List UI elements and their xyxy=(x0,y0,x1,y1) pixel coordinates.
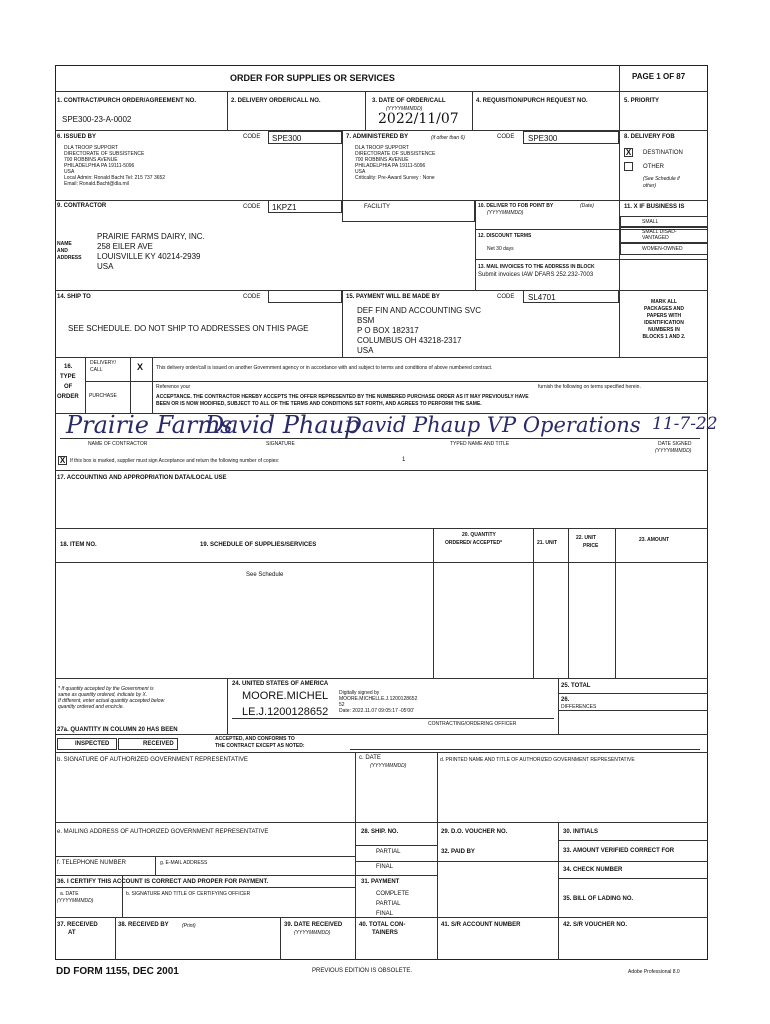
block27c-label: c. DATE xyxy=(359,755,381,761)
handwritten-date: 11-7-22 xyxy=(652,414,718,434)
furnish-text: furnish the following on terms specified herein. xyxy=(538,384,641,390)
block6-line: Local Admin: Ronald Bacht Tel: 215 737 3652 xyxy=(64,175,166,181)
block8-note: (See Schedule if xyxy=(643,176,680,182)
handwritten-contractor: Prairie Farms xyxy=(66,411,233,439)
block27e-label: e. MAILING ADDRESS OF AUTHORIZED GOVERNMENT REPRESENTATIVE xyxy=(57,829,269,835)
rule xyxy=(615,528,616,678)
col-quantity: ORDERED/ ACCEPTED* xyxy=(445,540,503,546)
block42-label: 42. S/R VOUCHER NO. xyxy=(563,922,628,928)
block31-label: 31. PAYMENT xyxy=(361,879,400,885)
block14-code-box xyxy=(268,290,342,303)
handwritten-title: David Phaup VP Operations xyxy=(345,413,641,437)
contractor-line: USA xyxy=(97,262,114,271)
block3-label: 3. DATE OF ORDER/CALL xyxy=(372,98,446,104)
mark-all-line: MARK ALL xyxy=(651,299,677,305)
block12-label: 12. DISCOUNT TERMS xyxy=(478,233,532,239)
other-checkbox[interactable] xyxy=(624,162,633,171)
block37-label: AT xyxy=(68,930,76,936)
rule xyxy=(85,381,708,382)
order-date: 2022/11/07 xyxy=(378,111,459,127)
mark-all-line: BLOCKS 1 AND 2. xyxy=(642,334,686,340)
qty-note-line: * If quantity accepted by the Government is xyxy=(58,686,154,692)
copies-checkbox[interactable]: X xyxy=(59,456,66,465)
type-label: TYPE xyxy=(60,374,76,380)
schedule-body: See Schedule xyxy=(246,572,284,578)
digital-signature-meta: Date: 2022.11.07 09:05:17 -05'00' xyxy=(339,708,414,714)
mark-all-line: PACKAGES AND xyxy=(643,306,684,312)
and-label: AND xyxy=(57,248,68,254)
block17-label: 17. ACCOUNTING AND APPROPRIATION DATA/LOCAL USE xyxy=(57,475,227,481)
rule xyxy=(558,678,559,734)
block5-label: 5. PRIORITY xyxy=(624,98,660,104)
block13-label: 13. MAIL INVOICES TO THE ADDRESS IN BLOCK xyxy=(478,264,595,270)
rule xyxy=(55,887,355,888)
rule xyxy=(355,875,437,876)
copies-text: If this box is marked, supplier must sign Acceptance and return the following number of copies: xyxy=(70,458,280,464)
contract-number: SPE300-23-A-0002 xyxy=(62,115,132,124)
rule xyxy=(437,917,438,960)
accepted-label: THE CONTRACT EXCEPT AS NOTED: xyxy=(215,743,305,749)
facility-box xyxy=(342,200,475,222)
block7-line: 700 ROBBINS AVENUE xyxy=(355,157,409,163)
block10-label: 10. DELIVER TO FOB POINT BY xyxy=(478,203,554,209)
rule xyxy=(55,875,355,876)
block39-label: 39. DATE RECEIVED xyxy=(284,922,343,928)
block7-code: SPE300 xyxy=(528,134,558,143)
digital-signature-meta: MOORE.MICHELLE.J.1200128652 xyxy=(339,696,418,702)
rule xyxy=(55,752,708,753)
block34-label: 34. CHECK NUMBER xyxy=(563,867,623,873)
rule xyxy=(437,822,438,917)
disadvantaged-label: SMALL DISAD- xyxy=(642,229,677,235)
other-label: OTHER xyxy=(643,164,664,170)
block36a-label: a. DATE xyxy=(60,891,79,897)
block26-label: DIFFERENCES xyxy=(561,704,597,710)
partial-label: PARTIAL xyxy=(376,849,401,855)
rule xyxy=(280,917,281,960)
qty-note-line: same as quantity ordered, indicate by X. xyxy=(58,692,148,698)
acceptance-text: BEEN OR IS NOW MODIFIED, SUBJECT TO ALL OF THE TERMS AND CONDITIONS SET FORTH, AND AGREES TO PERFORM THE SAME. xyxy=(156,401,482,407)
block7-line: USA xyxy=(355,169,366,175)
type-label: OF xyxy=(64,384,73,390)
reference-text: Reference your xyxy=(156,384,191,390)
small-label: SMALL xyxy=(642,219,659,225)
block29-label: 29. D.O. VOUCHER NO. xyxy=(441,829,508,835)
rule xyxy=(115,917,116,960)
block11-label: 11. X IF BUSINESS IS xyxy=(624,204,685,210)
copies-number: 1 xyxy=(402,457,406,463)
rule xyxy=(152,357,153,413)
rule xyxy=(558,822,559,960)
block7-line: DIRECTORATE OF SUBSISTENCE xyxy=(355,151,436,157)
qty-note-line: If different, enter actual quantity accepted below xyxy=(58,698,165,704)
digital-signature-meta: 52 xyxy=(339,702,345,708)
delivery-call-mark[interactable]: X xyxy=(137,362,144,372)
contractor-line: LOUISVILLE KY 40214-2939 xyxy=(97,252,201,261)
received-label: RECEIVED xyxy=(143,741,174,747)
rule xyxy=(342,130,343,200)
payment-partial-label: PARTIAL xyxy=(376,901,401,907)
block7-line: Criticality: Pre-Award Survey : None xyxy=(355,175,435,181)
block7-line: DLA TROOP SUPPORT xyxy=(355,145,409,151)
edition-note: PREVIOUS EDITION IS OBSOLETE. xyxy=(312,968,413,974)
block27b-label: b. SIGNATURE OF AUTHORIZED GOVERNMENT REPRESENTATIVE xyxy=(57,757,248,763)
block14-code-label: CODE xyxy=(243,294,261,300)
block6-line: USA xyxy=(64,169,75,175)
rule xyxy=(55,822,708,823)
acceptance-text: ACCEPTANCE. THE CONTRACTOR HEREBY ACCEPTS THE OFFER REPRESENTED BY THE NUMBERED PURCHASE ORDER AS IT MAY PREVIOUSLY HAVE xyxy=(156,394,529,400)
form-number: DD FORM 1155, DEC 2001 xyxy=(56,966,179,977)
block6-line: PHILADELPHIA PA 19111-5096 xyxy=(64,163,135,169)
rule xyxy=(227,678,228,734)
contractor-code: 1KPZ1 xyxy=(272,203,297,212)
women-owned-label: WOMEN-OWNED xyxy=(642,246,683,252)
block27g-label: g. E-MAIL ADDRESS xyxy=(160,860,208,866)
col-unit-price: PRICE xyxy=(583,543,599,549)
mark-all-line: NUMBERS IN xyxy=(648,327,680,333)
block9-label: 9. CONTRACTOR xyxy=(57,203,107,209)
block38-label: 38. RECEIVED BY xyxy=(118,922,169,928)
block41-label: 41. S/R ACCOUNT NUMBER xyxy=(441,922,521,928)
purchase-label: PURCHASE xyxy=(89,393,117,399)
block3-sub: (YYYYMMMDD) xyxy=(386,106,423,112)
rule xyxy=(55,734,708,735)
partial-checkbox[interactable] xyxy=(356,845,437,846)
rule xyxy=(55,678,708,679)
block38-note: (Print) xyxy=(182,923,196,929)
block6-code-label: CODE xyxy=(243,134,261,140)
col-item-no: 18. ITEM NO. xyxy=(60,542,97,548)
payment-line: BSM xyxy=(357,316,375,325)
block10-sub: (YYYYMMMDD) xyxy=(487,210,524,216)
rule xyxy=(55,91,708,92)
payment-line: USA xyxy=(357,346,374,355)
discount-terms: Net 30 days xyxy=(487,246,514,252)
block27f-label: f. TELEPHONE NUMBER xyxy=(57,860,126,866)
delivery-text: This delivery order/call is issued on another Government agency or in accordance with and subject to terms and conditions of above numbered contract. xyxy=(156,365,493,371)
payment-final-label: FINAL xyxy=(376,911,394,917)
block36-label: 36. I CERTIFY THIS ACCOUNT IS CORRECT AND PROPER FOR PAYMENT. xyxy=(57,879,269,885)
col-unit-price: 22. UNIT xyxy=(576,535,597,541)
block14-label: 14. SHIP TO xyxy=(57,294,91,300)
digital-signature-name: MOORE.MICHEL xyxy=(242,690,329,702)
payment-code: SL4701 xyxy=(528,293,556,302)
rule xyxy=(55,856,355,857)
payment-line: DEF FIN AND ACCOUNTING SVC xyxy=(357,306,482,315)
signature-caption: SIGNATURE xyxy=(266,441,295,447)
invoice-instructions: Submit invoices IAW DFARS 252.232-7003 xyxy=(478,272,594,278)
rule xyxy=(558,840,708,841)
name-caption: NAME OF CONTRACTOR xyxy=(88,441,148,447)
block6-code: SPE300 xyxy=(272,134,302,143)
block40-label: 40. TOTAL CON- xyxy=(359,922,406,928)
block6-label: 6. ISSUED BY xyxy=(57,134,97,140)
disadvantaged-label: VANTAGED xyxy=(642,235,669,241)
rule xyxy=(227,91,228,130)
block1-label: 1. CONTRACT/PURCH ORDER/AGREEMENT NO. xyxy=(57,98,197,104)
accepted-label: ACCEPTED, AND CONFORMS TO xyxy=(215,736,295,742)
block9-code-label: CODE xyxy=(243,204,261,210)
delivery-call-label: CALL xyxy=(90,367,103,373)
col-schedule: 19. SCHEDULE OF SUPPLIES/SERVICES xyxy=(200,542,317,548)
block25-label: 25. TOTAL xyxy=(561,683,591,689)
block16-num: 16. xyxy=(64,364,73,370)
block7-line: PHILADELPHIA PA 19111-5096 xyxy=(355,163,426,169)
rule xyxy=(433,528,434,678)
contractor-line: PRAIRIE FARMS DAIRY, INC. xyxy=(97,232,205,241)
col-amount: 23. AMOUNT xyxy=(639,537,670,543)
block10-note: (Date) xyxy=(580,203,594,209)
rule xyxy=(365,91,366,130)
block6-line: DLA TROOP SUPPORT xyxy=(64,145,118,151)
payment-line: P O BOX 182317 xyxy=(357,326,419,335)
block37-label: 37. RECEIVED xyxy=(57,922,98,928)
address-label: ADDRESS xyxy=(57,255,82,261)
qty-note-line: quantity ordered and encircle. xyxy=(58,704,124,710)
rule xyxy=(85,357,86,413)
block32-label: 32. PAID BY xyxy=(441,849,475,855)
title-caption: TYPED NAME AND TITLE xyxy=(450,441,510,447)
block39-sub: (YYYYMMMDD) xyxy=(294,930,331,936)
rule xyxy=(55,562,708,563)
rule xyxy=(342,290,343,357)
facility-label: FACILITY xyxy=(364,204,391,210)
rule xyxy=(558,878,708,879)
mark-all-line: IDENTIFICATION xyxy=(644,320,684,326)
block36b-label: b. SIGNATURE AND TITLE OF CERTIFYING OFFICER xyxy=(126,891,251,897)
software-note: Adobe Professional 8.0 xyxy=(628,969,680,975)
final-label: FINAL xyxy=(376,864,394,870)
rule xyxy=(55,528,708,529)
col-quantity: 20. QUANTITY xyxy=(462,532,496,538)
block7-label: 7. ADMINISTERED BY xyxy=(346,134,409,140)
officer-line xyxy=(232,718,554,719)
small-checkbox[interactable] xyxy=(620,216,708,227)
rule xyxy=(558,693,708,694)
block24-label: 24. UNITED STATES OF AMERICA xyxy=(232,681,329,687)
rule xyxy=(437,752,438,822)
name-label: NAME xyxy=(57,241,72,247)
block6-line: DIRECTORATE OF SUBSISTENCE xyxy=(64,151,145,157)
block28-label: 28. SHIP. NO. xyxy=(361,829,399,835)
officer-caption: CONTRACTING/ORDERING OFFICER xyxy=(428,721,517,727)
digital-signature-meta: Digitally signed by xyxy=(339,690,380,696)
rule xyxy=(155,856,156,875)
block7-note: (if other than 6) xyxy=(431,135,465,141)
rule xyxy=(355,861,708,862)
block27d-label: d. PRINTED NAME AND TITLE OF AUTHORIZED GOVERNMENT REPRESENTATIVE xyxy=(440,757,635,763)
form-title: ORDER FOR SUPPLIES OR SERVICES xyxy=(230,73,395,83)
rule xyxy=(568,528,569,678)
handwritten-signature: David Phaup xyxy=(205,411,360,439)
block27-label: 27a. QUANTITY IN COLUMN 20 HAS BEEN xyxy=(57,727,178,733)
date-sub: (YYYYMMMDD) xyxy=(655,448,692,454)
accepted-line xyxy=(350,749,700,750)
signature-line xyxy=(60,438,700,439)
block2-label: 2. DELIVERY ORDER/CALL NO. xyxy=(231,98,321,104)
rule xyxy=(55,470,708,471)
col-unit: 21. UNIT xyxy=(537,540,558,546)
block8-label: 8. DELIVERY FOB xyxy=(624,134,675,140)
digital-signature-name: LE.J.1200128652 xyxy=(242,706,329,718)
block6-line: 700 ROBBINS AVENUE xyxy=(64,157,118,163)
contractor-line: 258 EILER AVE xyxy=(97,242,153,251)
block33-label: 33. AMOUNT VERIFIED CORRECT FOR xyxy=(563,848,675,854)
rule xyxy=(475,259,708,260)
block35-label: 35. BILL OF LADING NO. xyxy=(563,896,634,902)
complete-label: COMPLETE xyxy=(376,891,410,897)
rule xyxy=(472,91,473,130)
mark-all-line: PAPERS WITH xyxy=(646,313,682,319)
block6-line: Email: Ronald.Bacht@dla.mil xyxy=(64,181,129,187)
date-caption: DATE SIGNED xyxy=(658,441,692,447)
block4-label: 4. REQUISITION/PURCH REQUEST NO. xyxy=(476,98,588,104)
ship-to: SEE SCHEDULE. DO NOT SHIP TO ADDRESSES ON THIS PAGE xyxy=(68,324,309,333)
type-label: ORDER xyxy=(57,394,79,400)
rule xyxy=(355,752,356,960)
payment-line: COLUMBUS OH 43218-2317 xyxy=(357,336,462,345)
block15-code-label: CODE xyxy=(497,294,515,300)
rule xyxy=(475,200,476,290)
block7-code-label: CODE xyxy=(497,134,515,140)
destination-checkbox[interactable]: X xyxy=(625,148,632,157)
block36a-sub: (YYYYMMMDD) xyxy=(57,898,94,904)
block30-label: 30. INITIALS xyxy=(563,829,599,835)
block26-label: 26. xyxy=(561,697,570,703)
block8-note: other) xyxy=(643,183,657,189)
rule xyxy=(619,65,620,91)
rule xyxy=(558,710,708,711)
block15-label: 15. PAYMENT WILL BE MADE BY xyxy=(346,294,440,300)
inspected-label: INSPECTED xyxy=(75,741,110,747)
block40-label: TAINERS xyxy=(372,930,398,936)
rule xyxy=(130,357,131,413)
block27c-sub: (YYYYMMMDD) xyxy=(370,763,407,769)
delivery-call-label: DELIVERY/ xyxy=(90,360,117,366)
rule xyxy=(533,528,534,678)
page-number: PAGE 1 OF 87 xyxy=(632,72,686,81)
destination-label: DESTINATION xyxy=(643,150,683,156)
